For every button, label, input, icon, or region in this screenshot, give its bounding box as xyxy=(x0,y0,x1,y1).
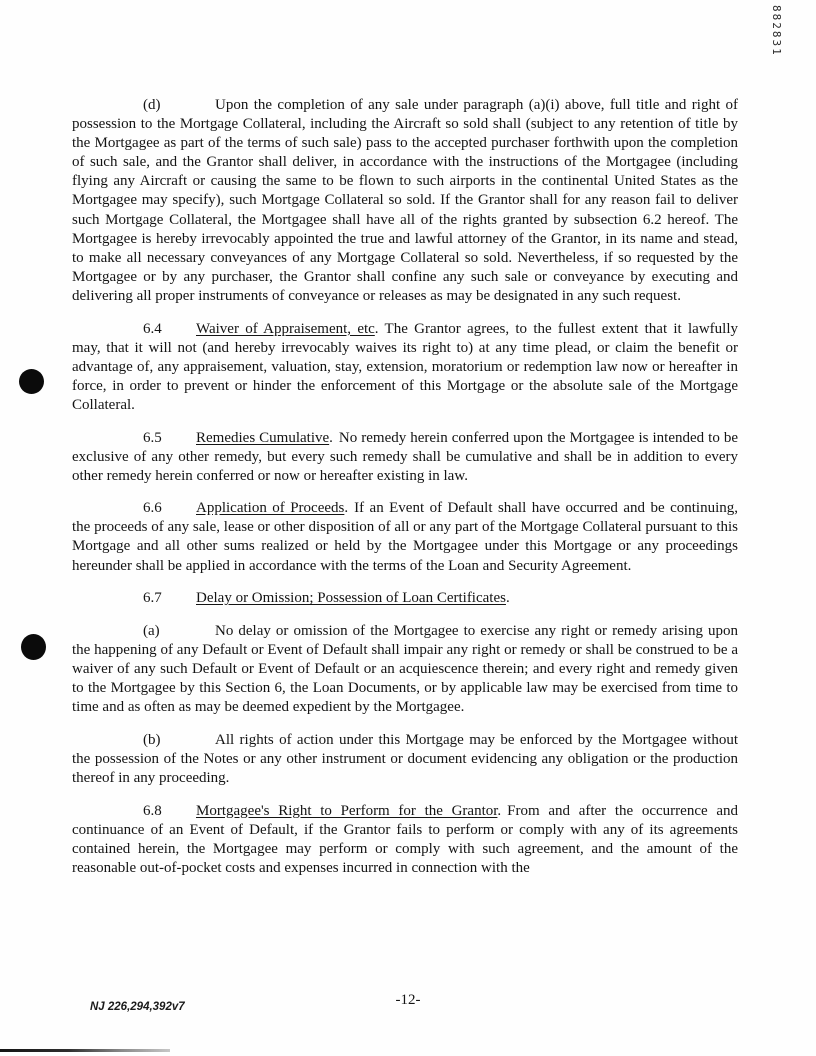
section-heading: Application of Proceeds xyxy=(196,500,345,517)
section-label: (a) xyxy=(143,622,160,639)
section-label: (d) xyxy=(143,97,161,113)
paragraph xyxy=(72,429,738,486)
section-label: 6.7 xyxy=(143,590,162,607)
document-body xyxy=(72,96,738,891)
document-id-footer: NJ 226,294,392v7 xyxy=(90,1001,185,1013)
section-heading: Remedies Cumulative xyxy=(196,429,330,446)
section-label: (b) xyxy=(143,731,161,748)
section-heading-suffix: . xyxy=(329,429,333,446)
paragraph-text: No remedy herein conferred upon the Mortgagee is intended to be exclusive of any other remedy, but every such remedy shall be cumulative and shall be in addition to every other remedy herein conferred or now or hereafter existing in law. xyxy=(72,429,739,484)
paragraph xyxy=(72,499,738,575)
scan-edge-artifact xyxy=(0,1049,170,1052)
paragraph-text: If an Event of Default shall have occurred and be continuing, the proceeds of any sale, lease or other disposition of all or any part of the Mortgage Collateral pursuant to this Mortgage and all other sums realized or held by the Mortgagee under this Mortgage or any proceedings hereunder shall be applied in accordance with the terms of the Loan and Security Agreement. xyxy=(72,500,738,574)
paragraph-text: From and after the occurrence and continuance of an Event of Default, if the Grantor fails to perform or comply with any of its agreements contained herein, the Mortgagee may perform or comply with such agreement, and the amount of the reasonable out-of-pocket costs and expenses incurred in connection with the xyxy=(72,802,738,876)
paragraph xyxy=(72,96,738,306)
paragraph-text: Upon the completion of any sale under paragraph (a)(i) above, full title and right of possession to the Mortgage Collateral, including the Aircraft so sold shall (subject to any retention of title by the Mortgagee as part of the terms of such sale) pass to the accepted purchaser forthwith upon the completion of such sale, and the Grantor shall deliver, in accordance with the instructions of the Mortgagee (including flying any Aircraft or causing the same to be flown to such airports in the continental United States as the Mortgagee may specify), such Mortgage Collateral so sold. If the Grantor shall for any reason fail to deliver such Mortgage Collateral, the Mortgagee shall have all of the rights granted by subsection 6.2 hereof. The Mortgagee is hereby irrevocably appointed the true and lawful attorney of the Grantor, in its name and stead, to make all necessary conveyances of any Mortgage Collateral so sold. Nevertheless, if so requested by the Mortgagee or by any purchaser, the Grantor shall confine any such sale or conveyance by executing and delivering all proper instruments of conveyance or releases as may be designated in any such request. xyxy=(72,97,738,304)
paragraph xyxy=(72,731,738,788)
paragraph-text: All rights of action under this Mortgage may be enforced by the Mortgagee without the possession of the Notes or any other instrument or document evidencing any obligation or the production thereof in any proceeding. xyxy=(72,731,738,786)
paragraph-text: The Grantor agrees, to the fullest extent that it lawfully may, that it will not (and hereby irrevocably waives its right to) at any time plead, or claim the benefit or advantage of, any appraisement, valuation, stay, extension, moratorium or redemption law now or hereafter in force, in order to prevent or hinder the enforcement of this Mortgage or the absolute sale of the Mortgage Collateral. xyxy=(72,320,738,413)
paragraph-text: No delay or omission of the Mortgagee to exercise any right or remedy arising upon the happening of any Default or Event of Default shall impair any right or remedy or shall be construed to be a waiver of any such Default or Event of Default or an acquiescence therein; and every right and remedy given to the Mortgagee by this Section 6, the Loan Documents, or by applicable law may be exercised from time to time and as often as may be deemed expedient by the Mortgagee. xyxy=(72,622,738,716)
paragraph xyxy=(72,589,738,608)
paragraph xyxy=(72,320,738,415)
page-number: -12- xyxy=(395,992,421,1008)
section-heading-suffix: . xyxy=(505,590,510,607)
section-label: 6.6 xyxy=(143,500,162,517)
section-label: 6.8 xyxy=(143,802,162,819)
punch-hole-top xyxy=(19,369,44,394)
section-label: 6.4 xyxy=(143,320,162,337)
section-heading-suffix: . xyxy=(344,500,349,517)
section-heading: Mortgagee's Right to Perform for the Grantor xyxy=(196,802,498,819)
section-heading: Delay or Omission; Possession of Loan Certificates xyxy=(196,590,506,607)
paragraph xyxy=(72,622,738,717)
section-heading-suffix: . xyxy=(374,320,379,337)
section-label: 6.5 xyxy=(143,429,162,446)
section-heading-suffix: . xyxy=(497,802,502,819)
section-heading: Waiver of Appraisement, etc xyxy=(196,320,375,337)
paragraph xyxy=(72,802,738,878)
punch-hole-bottom xyxy=(21,634,46,660)
fax-stamp-vertical: 882831 xyxy=(770,5,783,57)
